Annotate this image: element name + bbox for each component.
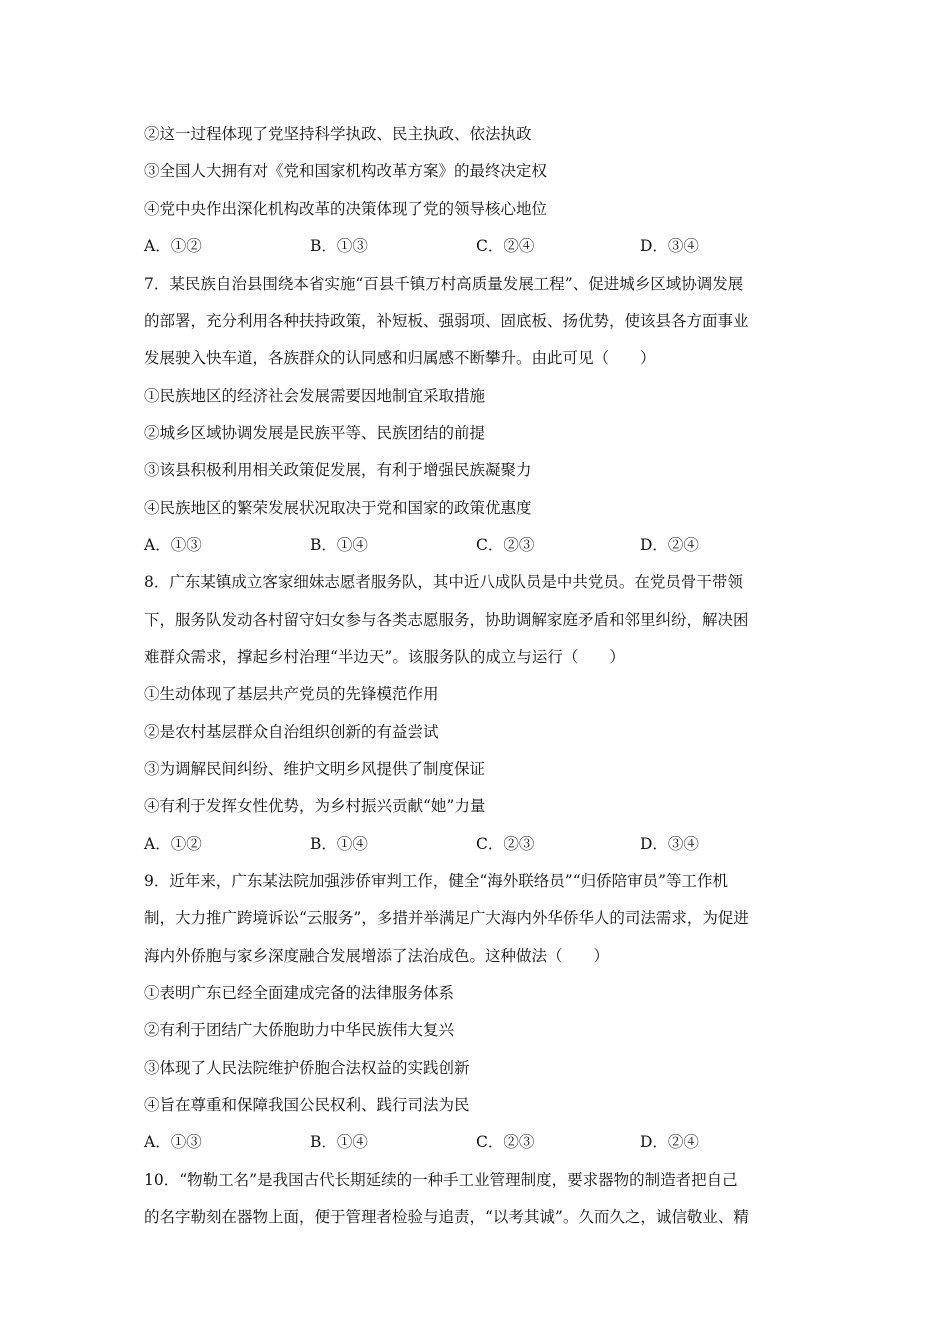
q8-stem-line-3: 难群众需求，撑起乡村治理“半边天”。该服务队的成立与运行（ ） [144, 648, 625, 666]
q10-stem-line-1: 10．“物勒工名”是我国古代长期延续的一种手工业管理制度，要求器物的制造者把自己 [144, 1171, 738, 1189]
q7-option-b: B．①④ [310, 536, 368, 554]
q8-statement-2: ②是农村基层群众自治组织创新的有益尝试 [144, 723, 439, 741]
q9-stem-line-3: 海内外侨胞与家乡深度融合发展增添了法治成色。这种做法（ ） [144, 947, 610, 965]
q8-options [144, 834, 844, 854]
q7-option-c: C．②③ [476, 536, 535, 554]
q8-option-a: A．①② [144, 835, 202, 853]
q6-statement-4: ④党中央作出深化机构改革的决策体现了党的领导核心地位 [144, 200, 548, 218]
q7-stem-line-3: 发展驶入快车道，各族群众的认同感和归属感不断攀升。由此可见（ ） [144, 349, 656, 367]
q9-option-c: C．②③ [476, 1133, 535, 1151]
q8-stem-line-1: 8．广东某镇成立客家细妹志愿者服务队，其中近八成队员是中共党员。在党员骨干带领 [144, 573, 743, 591]
q7-option-a: A．①③ [144, 536, 202, 554]
q7-options [144, 535, 844, 555]
q7-stem-line-2: 的部署，充分利用各种扶持政策，补短板、强弱项、固底板、扬优势，使该县各方面事业 [144, 312, 749, 330]
q6-option-c: C．②④ [476, 237, 535, 255]
q6-option-a: A．①② [144, 237, 202, 255]
q8-option-d: D．③④ [640, 835, 699, 853]
q9-statement-4: ④旨在尊重和保障我国公民权利、践行司法为民 [144, 1096, 470, 1114]
q6-statement-2: ②这一过程体现了党坚持科学执政、民主执政、依法执政 [144, 125, 532, 143]
q6-statement-3: ③全国人大拥有对《党和国家机构改革方案》的最终决定权 [144, 162, 548, 180]
q10-stem-line-2: 的名字勒刻在器物上面，便于管理者检验与追责，“以考其诚”。久而久之，诚信敬业、精 [144, 1208, 749, 1226]
q9-option-d: D．②④ [640, 1133, 699, 1151]
q6-option-b: B．①③ [310, 237, 368, 255]
q6-options [144, 236, 844, 256]
q8-statement-4: ④有利于发挥女性优势，为乡村振兴贡献“她”力量 [144, 797, 486, 815]
q9-options [144, 1132, 844, 1152]
q7-stem-line-1: 7．某民族自治县围绕本省实施“百县千镇万村高质量发展工程”、促进城乡区域协调发展 [144, 275, 744, 293]
q8-statement-1: ①生动体现了基层共产党员的先锋模范作用 [144, 685, 439, 703]
q7-statement-1: ①民族地区的经济社会发展需要因地制宜采取措施 [144, 387, 486, 405]
q9-statement-3: ③体现了人民法院维护侨胞合法权益的实践创新 [144, 1059, 470, 1077]
q6-option-d: D．③④ [640, 237, 699, 255]
q7-option-d: D．②④ [640, 536, 699, 554]
q9-stem-line-1: 9．近年来，广东某法院加强涉侨审判工作，健全“海外联络员”“归侨陪审员”等工作机 [144, 872, 729, 890]
q7-statement-4: ④民族地区的繁荣发展状况取决于党和国家的政策优惠度 [144, 499, 532, 517]
q9-stem-line-2: 制，大力推广跨境诉讼“云服务”，多措并举满足广大海内外华侨华人的司法需求，为促进 [144, 909, 749, 927]
q7-statement-2: ②城乡区域协调发展是民族平等、民族团结的前提 [144, 424, 486, 442]
q9-statement-2: ②有利于团结广大侨胞助力中华民族伟大复兴 [144, 1021, 455, 1039]
q9-option-b: B．①④ [310, 1133, 368, 1151]
q8-option-c: C．②③ [476, 835, 535, 853]
q8-statement-3: ③为调解民间纠纷、维护文明乡风提供了制度保证 [144, 760, 486, 778]
q8-stem-line-2: 下，服务队发动各村留守妇女参与各类志愿服务，协助调解家庭矛盾和邻里纠纷，解决困 [144, 611, 749, 629]
q8-option-b: B．①④ [310, 835, 368, 853]
q9-statement-1: ①表明广东已经全面建成完备的法律服务体系 [144, 984, 455, 1002]
q7-statement-3: ③该县积极利用相关政策促发展，有利于增强民族凝聚力 [144, 461, 532, 479]
q9-option-a: A．①③ [144, 1133, 202, 1151]
